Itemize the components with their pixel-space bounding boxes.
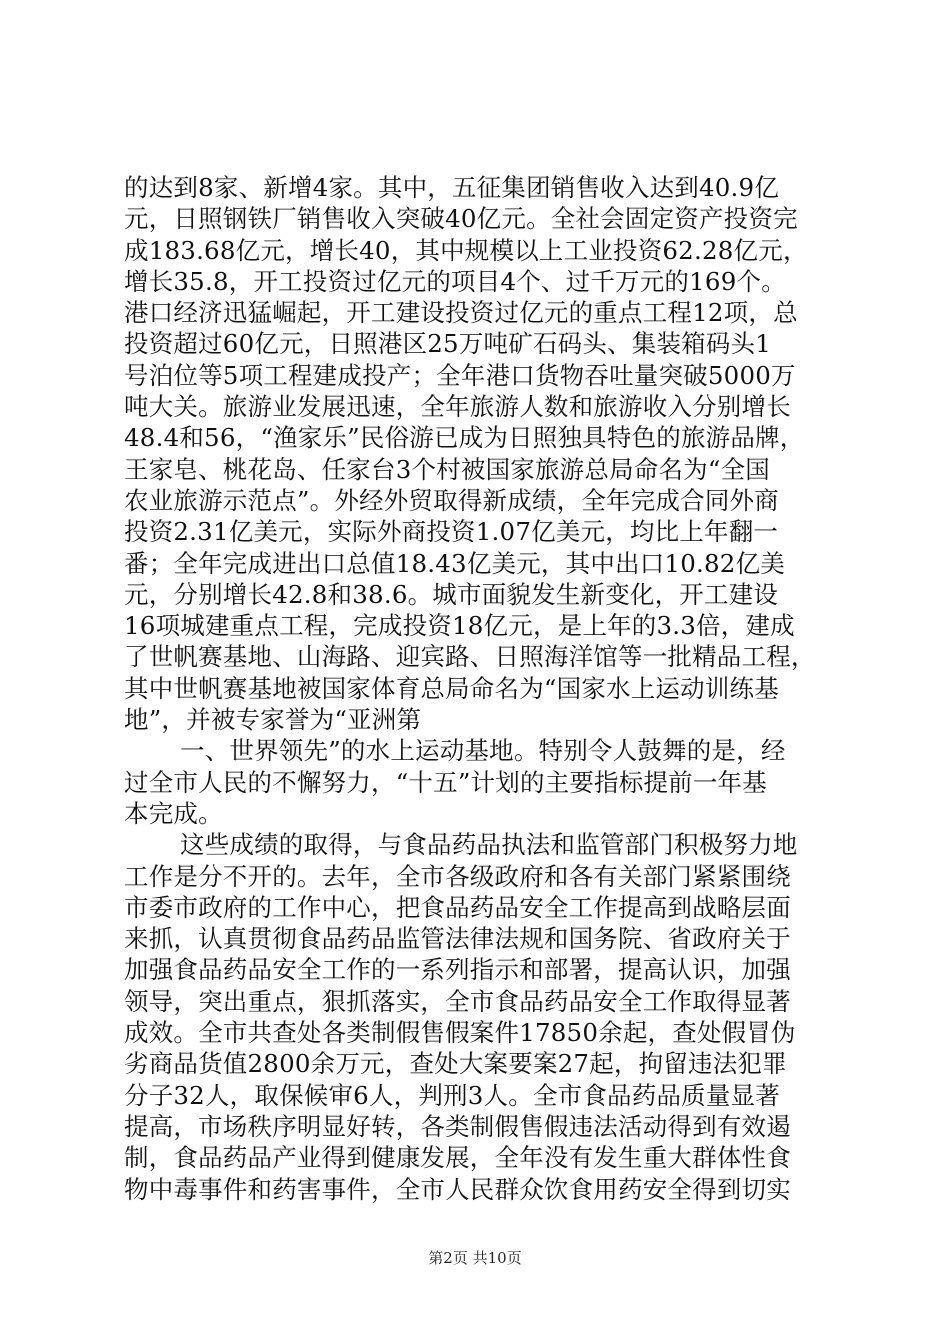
text-line: 提高，市场秩序明显好转，各类制假售假违法活动得到有效遏 <box>124 1111 791 1141</box>
text-line: 农业旅游示范点”。外经外贸取得新成绩，全年完成合同外商 <box>124 485 779 515</box>
text-line: 工作是分不开的。去年，全市各级政府和各有关部门紧紧围绕 <box>124 861 791 891</box>
text-line: 元，日照钢铁厂销售收入突破40亿元。全社会固定资产投资完 <box>124 204 798 234</box>
text-line: 分子32人，取保候审6人，判刑3人。全市食品药品质量显著 <box>124 1080 780 1110</box>
text-line: 制，食品药品产业得到健康发展，全年没有发生重大群体性食 <box>124 1143 791 1173</box>
text-line: 投资2.31亿美元，实际外商投资1.07亿美元，均比上年翻一 <box>124 517 779 547</box>
text-line: 番；全年完成进出口总值18.43亿美元，其中出口10.82亿美 <box>124 548 785 578</box>
text-line: 了世帆赛基地、山海路、迎宾路、日照海洋馆等一批精品工程， <box>124 642 816 672</box>
text-line: 吨大关。旅游业发展迅速，全年旅游人数和旅游收入分别增长 <box>124 392 791 422</box>
body-text <box>124 172 836 1205</box>
text-line: 市委市政府的工作中心，把食品药品安全工作提高到战略层面 <box>124 892 791 922</box>
text-line: 加强食品药品安全工作的一系列指示和部署，提高认识，加强 <box>124 955 791 985</box>
text-line: 王家皂、桃花岛、任家台3个村被国家旅游总局命名为“全国 <box>124 454 771 484</box>
text-line: 地”，并被专家誉为“亚洲第 <box>124 705 422 735</box>
text-line: 其中世帆赛基地被国家体育总局命名为“国家水上运动训练基 <box>124 673 779 703</box>
text-line: 成183.68亿元，增长40，其中规模以上工业投资62.28亿元， <box>124 235 808 265</box>
text-line: 港口经济迅猛崛起，开工建设投资过亿元的重点工程12项，总 <box>124 298 798 328</box>
text-line: 物中毒事件和药害事件，全市人民群众饮食用药安全得到切实 <box>124 1174 791 1204</box>
text-line: 来抓，认真贯彻食品药品监管法律法规和国务院、省政府关于 <box>124 924 791 954</box>
paragraph-start-line: 这些成绩的取得，与食品药品执法和监管部门积极努力地 <box>180 830 798 860</box>
text-line: 16项城建重点工程，完成投资18亿元，是上年的3.3倍，建成 <box>124 611 795 641</box>
text-line: 增长35.8，开工投资过亿元的项目4个、过千万元的169个。 <box>124 266 786 296</box>
page-number-footer: 第2页 共10页 <box>428 1249 522 1267</box>
text-line: 本完成。 <box>124 798 223 828</box>
text-line: 领导，突出重点，狠抓落实，全市食品药品安全工作取得显著 <box>124 986 791 1016</box>
text-line: 元，分别增长42.8和38.6。城市面貌发生新变化，开工建设 <box>124 579 779 609</box>
text-line: 一、世界领先”的水上运动基地。特别令人鼓舞的是，经 <box>180 736 786 766</box>
text-line: 过全市人民的不懈努力，“十五”计划的主要指标提前一年基 <box>124 767 767 797</box>
text-line: 的达到8家、新增4家。其中，五征集团销售收入达到40.9亿 <box>124 173 780 202</box>
text-line: 48.4和56，“渔家乐”民俗游已成为日照独具特色的旅游品牌， <box>124 423 805 453</box>
text-line: 号泊位等5项工程建成投产；全年港口货物吞吐量突破5000万 <box>124 360 796 390</box>
text-line: 成效。全市共查处各类制假售假案件17850余起，查处假冒伪 <box>124 1018 796 1048</box>
text-line: 投资超过60亿元，日照港区25万吨矿石码头、集装箱码头1 <box>124 329 772 359</box>
text-line: 劣商品货值2800余万元，查处大案要案27起，拘留违法犯罪 <box>124 1049 787 1079</box>
